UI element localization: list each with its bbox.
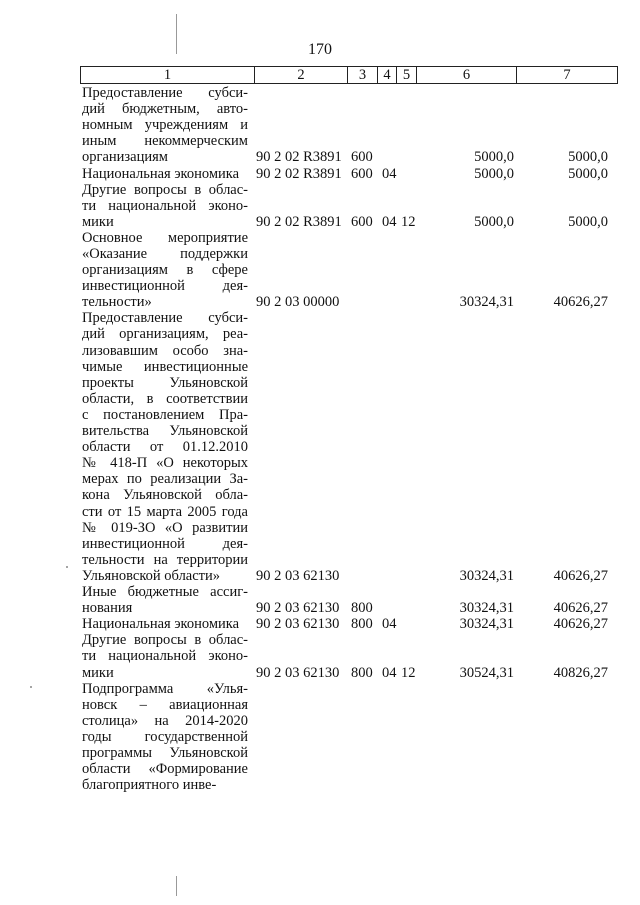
table-header <box>80 66 618 84</box>
description-line: годы государственной <box>82 728 248 745</box>
header-col-6: 6 <box>417 67 517 83</box>
description-line: Подпрограмма «Улья- <box>82 680 248 697</box>
row-col-3: 800 <box>351 664 373 681</box>
header-col-2: 2 <box>255 67 348 83</box>
row-value-2022: 5000,0 <box>568 149 608 166</box>
description-line: лизовавшим особо зна- <box>82 342 248 359</box>
description-line: новск – авиационная <box>82 696 248 713</box>
row-value-2021: 5000,0 <box>474 165 514 182</box>
row-value-2021: 30324,31 <box>459 600 514 617</box>
table-row <box>0 681 640 794</box>
row-description <box>82 166 248 182</box>
description-line: Предоставление субси- <box>82 310 248 327</box>
row-value-2022: 40626,27 <box>553 567 608 584</box>
row-value-2021: 30324,31 <box>459 616 514 633</box>
header-col-1: 1 <box>81 67 255 83</box>
table-row <box>0 632 640 680</box>
description-line: области от 01.12.2010 <box>82 439 248 456</box>
row-description <box>82 310 248 584</box>
table-row <box>0 182 640 230</box>
header-col-4: 4 <box>378 67 397 83</box>
description-line: дий организациям, реа- <box>82 326 248 343</box>
description-line: мерах по реализации За- <box>82 471 248 488</box>
row-col-4: 04 <box>382 616 397 633</box>
description-line: «Оказание поддержки <box>82 245 248 262</box>
description-line: иным некоммерческим <box>82 133 248 150</box>
description-line: тельности на территории <box>82 551 248 568</box>
row-description <box>82 681 248 794</box>
description-line: тельности» <box>82 294 152 311</box>
description-line: кона Ульяновской обла- <box>82 487 248 504</box>
row-code: 90 2 03 62130 <box>256 567 340 584</box>
row-col-4: 04 <box>382 664 397 681</box>
header-col-7: 7 <box>563 67 571 83</box>
row-value-2021: 5000,0 <box>474 149 514 166</box>
description-line: области, в соответствии <box>82 390 248 407</box>
row-description <box>82 230 248 310</box>
row-value-2022: 5000,0 <box>568 165 608 182</box>
description-line: программы Ульяновской <box>82 745 248 762</box>
row-col-3: 800 <box>351 600 373 617</box>
description-line: вительства Ульяновской <box>82 423 248 440</box>
description-line: номным учреждениям и <box>82 117 248 134</box>
description-line: дий бюджетным, авто- <box>82 101 248 118</box>
row-col-4: 04 <box>382 213 397 230</box>
scan-dot <box>30 686 32 688</box>
description-line: нования <box>82 600 133 617</box>
scan-mark <box>176 876 177 896</box>
table-row <box>0 166 640 182</box>
row-value-2022: 40626,27 <box>553 616 608 633</box>
description-line: организациям в сфере <box>82 262 248 279</box>
row-code: 90 2 03 62130 <box>256 600 340 617</box>
row-code: 90 2 02 R3891 <box>256 165 342 182</box>
row-col-4: 04 <box>382 165 397 182</box>
description-line: организациям <box>82 149 168 166</box>
header-col-3: 3 <box>348 67 378 83</box>
description-line: инвестиционной дея- <box>82 278 248 295</box>
row-value-2022: 40626,27 <box>553 294 608 311</box>
description-line: столица» на 2014-2020 <box>82 712 248 729</box>
row-value-2022: 5000,0 <box>568 213 608 230</box>
description-line: с постановлением Пра- <box>82 406 248 423</box>
row-description <box>82 584 248 616</box>
row-description <box>82 616 248 632</box>
row-code: 90 2 03 62130 <box>256 616 340 633</box>
row-col-5: 12 <box>401 213 416 230</box>
description-line: чимые инвестиционные <box>82 358 248 375</box>
row-description <box>82 632 248 680</box>
description-line: инвестиционной дея- <box>82 535 248 552</box>
description-line: проекты Ульяновской <box>82 374 248 391</box>
description-line: благоприятного инве- <box>82 777 217 794</box>
description-line: № 019-ЗО «О развитии <box>82 519 248 536</box>
row-value-2021: 5000,0 <box>474 213 514 230</box>
row-col-3: 600 <box>351 149 373 166</box>
table-row <box>0 310 640 584</box>
description-line: мики <box>82 213 114 230</box>
row-value-2022: 40626,27 <box>553 600 608 617</box>
row-col-3: 600 <box>351 165 373 182</box>
scan-dot <box>66 566 68 568</box>
row-value-2021: 30324,31 <box>459 294 514 311</box>
description-line: Другие вопросы в облас- <box>82 632 248 649</box>
description-line: Национальная экономика <box>82 616 240 633</box>
description-line: Другие вопросы в облас- <box>82 181 248 198</box>
row-code: 90 2 03 62130 <box>256 664 340 681</box>
description-line: Предоставление субси- <box>82 85 248 101</box>
description-line: сти от 15 марта 2005 года <box>82 503 248 520</box>
row-col-3: 800 <box>351 616 373 633</box>
row-value-2022: 40826,27 <box>553 664 608 681</box>
row-value-2021: 30524,31 <box>459 664 514 681</box>
description-line: Национальная экономика <box>82 165 240 182</box>
page-number: 170 <box>308 41 332 58</box>
row-description <box>82 85 248 165</box>
table-row <box>0 584 640 616</box>
table-row <box>0 230 640 311</box>
header-col-5: 5 <box>397 67 417 83</box>
row-col-5: 12 <box>401 664 416 681</box>
row-description <box>82 182 248 230</box>
description-line: Иные бюджетные ассиг- <box>82 584 248 601</box>
row-code: 90 2 03 00000 <box>256 294 340 311</box>
description-line: № 418-П «О некоторых <box>82 455 248 472</box>
description-line: мики <box>82 664 114 681</box>
row-value-2021: 30324,31 <box>459 567 514 584</box>
table-row <box>0 85 640 166</box>
table-row <box>0 616 640 632</box>
description-line: Ульяновской области» <box>82 567 221 584</box>
scan-mark <box>176 14 177 54</box>
description-line: области «Формирование <box>82 761 248 778</box>
row-col-3: 600 <box>351 213 373 230</box>
description-line: Основное мероприятие <box>82 229 248 246</box>
description-line: ти национальной эконо- <box>82 648 248 665</box>
description-line: ти национальной эконо- <box>82 197 248 214</box>
row-code: 90 2 02 R3891 <box>256 213 342 230</box>
row-code: 90 2 02 R3891 <box>256 149 342 166</box>
